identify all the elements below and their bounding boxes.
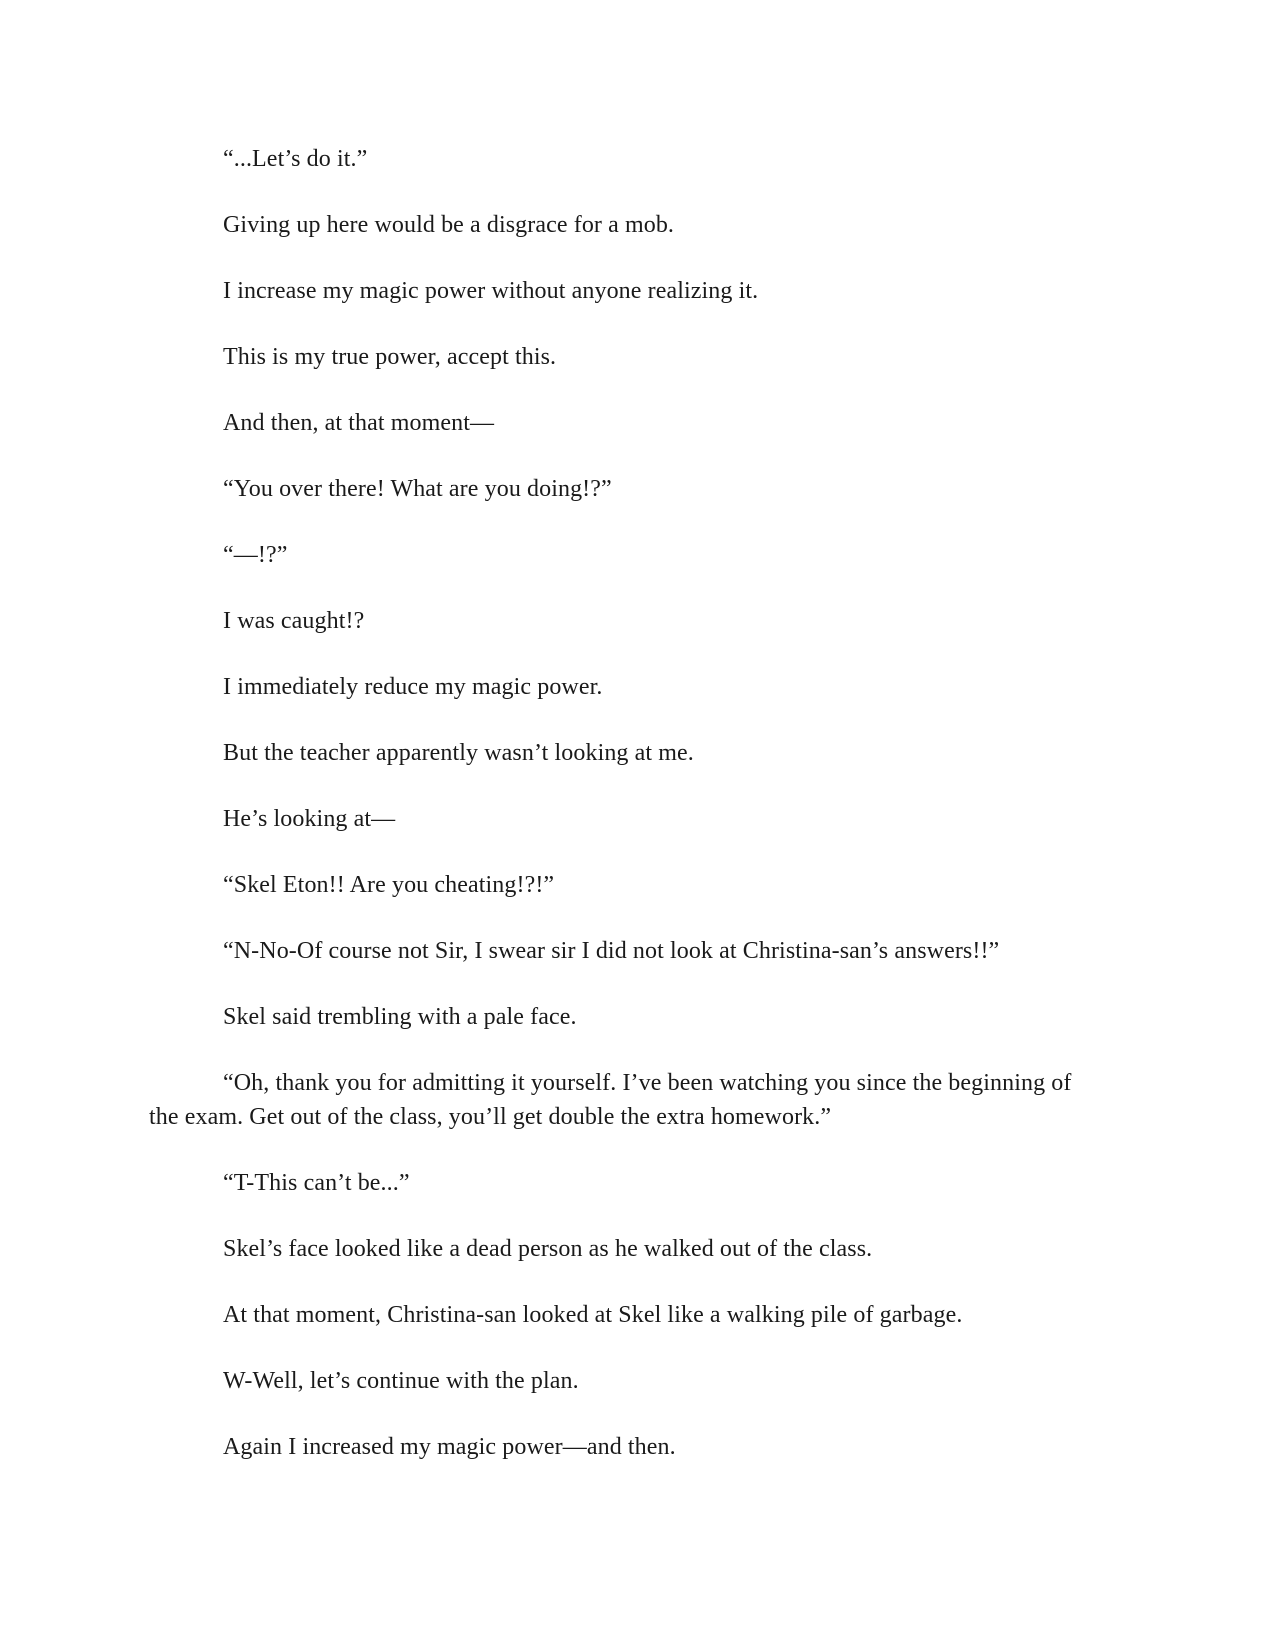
paragraph: Again I increased my magic power—and then. <box>223 1434 676 1460</box>
paragraph: “N-No-Of course not Sir, I swear sir I did not look at Christina-san’s answers!!” <box>223 938 1000 964</box>
paragraph: I was caught!? <box>223 608 365 634</box>
paragraph: Giving up here would be a disgrace for a mob. <box>223 212 675 238</box>
paragraph: “T-This can’t be...” <box>223 1170 410 1196</box>
paragraph: At that moment, Christina-san looked at Skel like a walking pile of garbage. <box>223 1302 963 1328</box>
paragraph: “—!?” <box>223 542 288 568</box>
paragraph: “Oh, thank you for admitting it yourself. I’ve been watching you since the beginning of the exam. Get out of the class, you’ll get double the extra homework.” <box>149 1070 1072 1130</box>
paragraph: “You over there! What are you doing!?” <box>223 476 612 502</box>
paragraph: And then, at that moment— <box>223 410 495 436</box>
paragraph: I increase my magic power without anyone realizing it. <box>223 278 759 304</box>
paragraph: I immediately reduce my magic power. <box>223 674 603 700</box>
paragraph: Skel said trembling with a pale face. <box>223 1004 577 1030</box>
paragraph: Skel’s face looked like a dead person as he walked out of the class. <box>223 1236 873 1262</box>
paragraph: But the teacher apparently wasn’t looking at me. <box>223 740 694 766</box>
paragraph: This is my true power, accept this. <box>223 344 557 370</box>
paragraph: He’s looking at— <box>223 806 396 832</box>
paragraph: “...Let’s do it.” <box>223 146 368 172</box>
paragraph: W-Well, let’s continue with the plan. <box>223 1368 579 1394</box>
body-text <box>149 142 1099 1496</box>
paragraph: “Skel Eton!! Are you cheating!?!” <box>223 872 555 898</box>
